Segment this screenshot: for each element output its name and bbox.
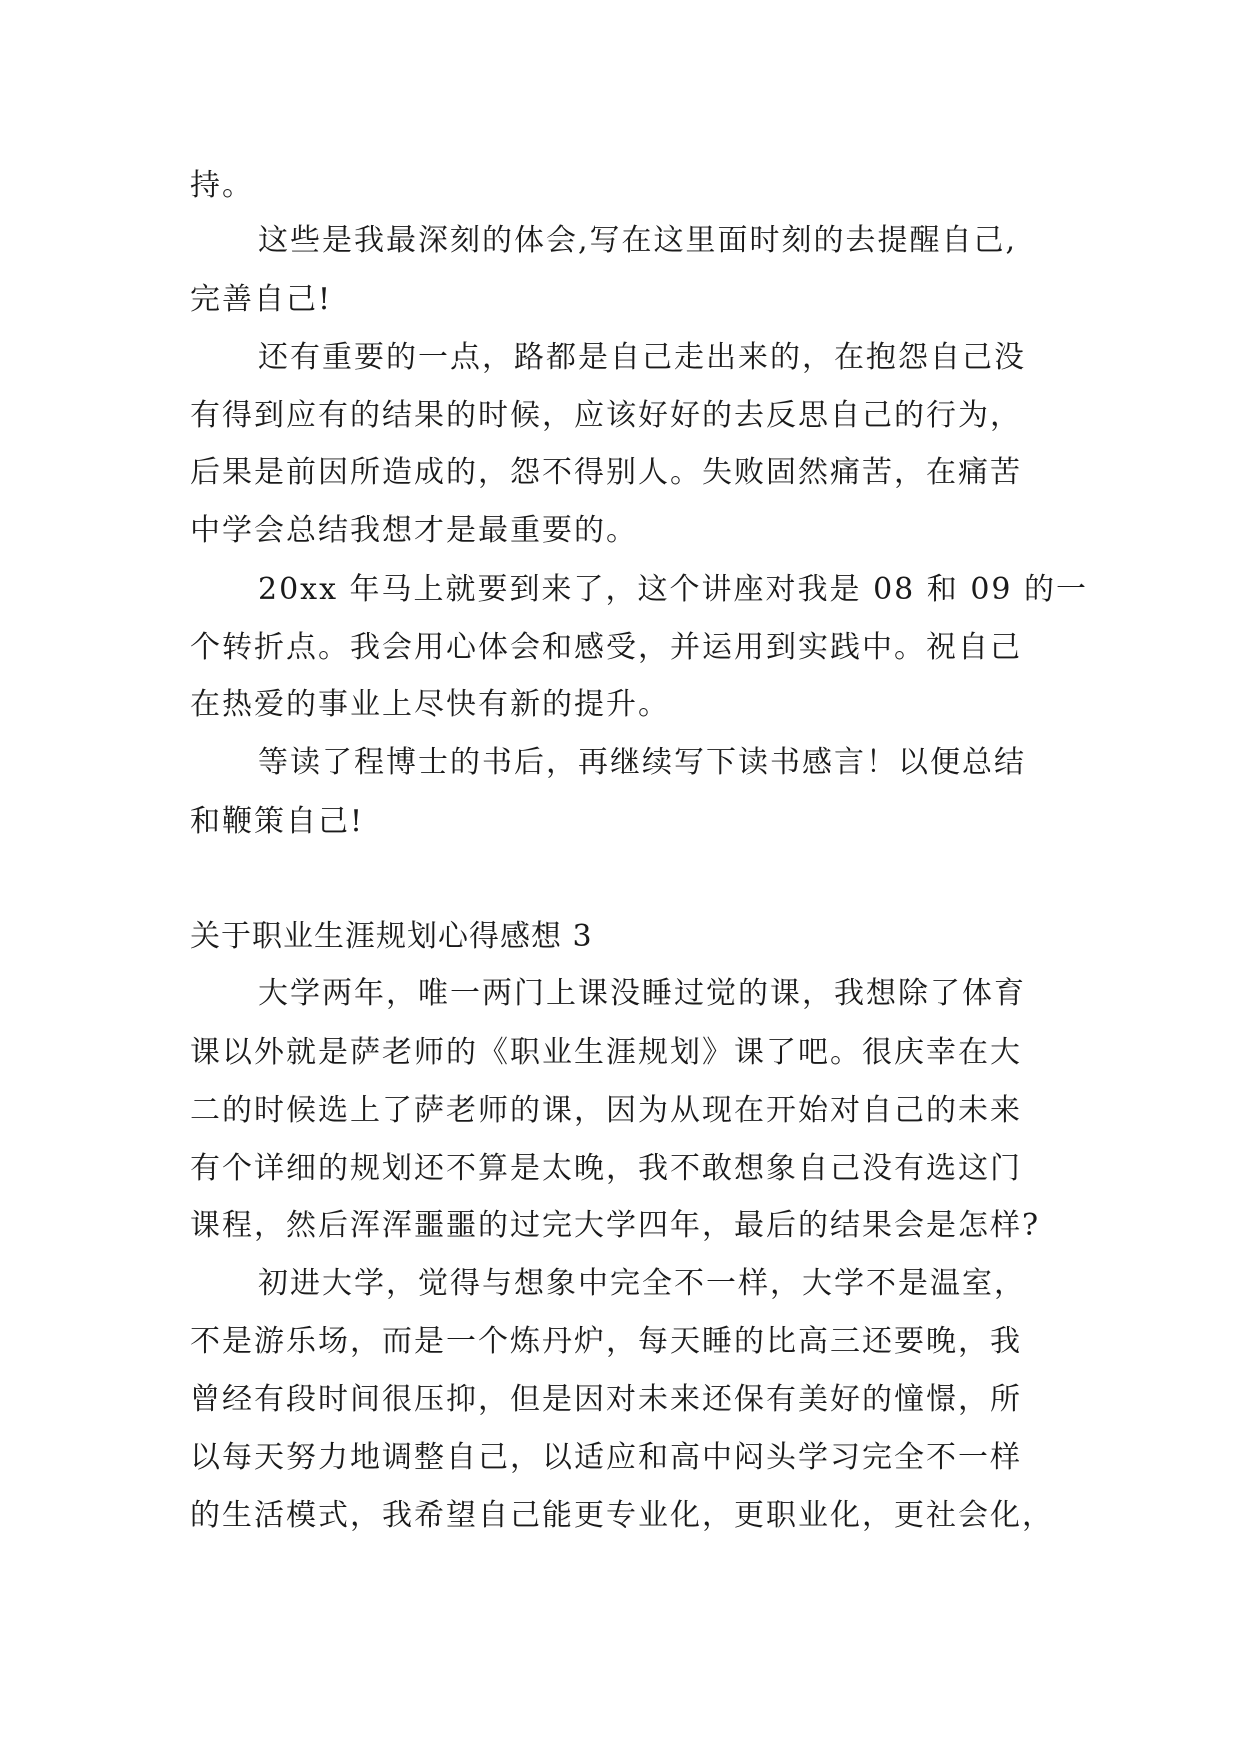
text-line: 课程，然后浑浑噩噩的过完大学四年，最后的结果会是怎样?	[190, 1208, 1041, 1243]
text-line: 有个详细的规划还不算是太晚，我不敢想象自己没有选这门	[190, 1151, 1022, 1186]
text-line: 在热爱的事业上尽快有新的提升。	[190, 687, 670, 722]
text-line: 这些是我最深刻的体会,写在这里面时刻的去提醒自己,	[258, 223, 1018, 258]
text-line: 有得到应有的结果的时候，应该好好的去反思自己的行为，	[190, 398, 1022, 433]
text-line: 个转折点。我会用心体会和感受，并运用到实践中。祝自己	[190, 630, 1022, 665]
text-line: 初进大学，觉得与想象中完全不一样，大学不是温室，	[258, 1266, 1026, 1301]
text-line: 持。	[190, 168, 254, 203]
text-line: 二的时候选上了萨老师的课，因为从现在开始对自己的未来	[190, 1093, 1022, 1128]
section-heading: 关于职业生涯规划心得感想 3	[190, 919, 593, 954]
text-line: 课以外就是萨老师的《职业生涯规划》课了吧。很庆幸在大	[190, 1035, 1022, 1070]
text-line: 大学两年，唯一两门上课没睡过觉的课，我想除了体育	[258, 976, 1026, 1011]
text-line: 和鞭策自己!	[190, 804, 365, 839]
text-line: 后果是前因所造成的，怨不得别人。失败固然痛苦，在痛苦	[190, 455, 1022, 490]
text-line: 的生活模式，我希望自己能更专业化，更职业化，更社会化，	[190, 1498, 1054, 1533]
text-line: 完善自己!	[190, 282, 333, 317]
text-line: 还有重要的一点，路都是自己走出来的，在抱怨自己没	[258, 340, 1026, 375]
text-line: 20xx 年马上就要到来了，这个讲座对我是 08 和 09 的一	[258, 572, 1089, 607]
text-line: 等读了程博士的书后，再继续写下读书感言！以便总结	[258, 745, 1026, 780]
text-line: 曾经有段时间很压抑，但是因对未来还保有美好的憧憬，所	[190, 1382, 1022, 1417]
text-line: 以每天努力地调整自己，以适应和高中闷头学习完全不一样	[190, 1440, 1022, 1475]
text-line: 中学会总结我想才是最重要的。	[190, 513, 638, 548]
text-line: 不是游乐场，而是一个炼丹炉，每天睡的比高三还要晚，我	[190, 1324, 1022, 1359]
